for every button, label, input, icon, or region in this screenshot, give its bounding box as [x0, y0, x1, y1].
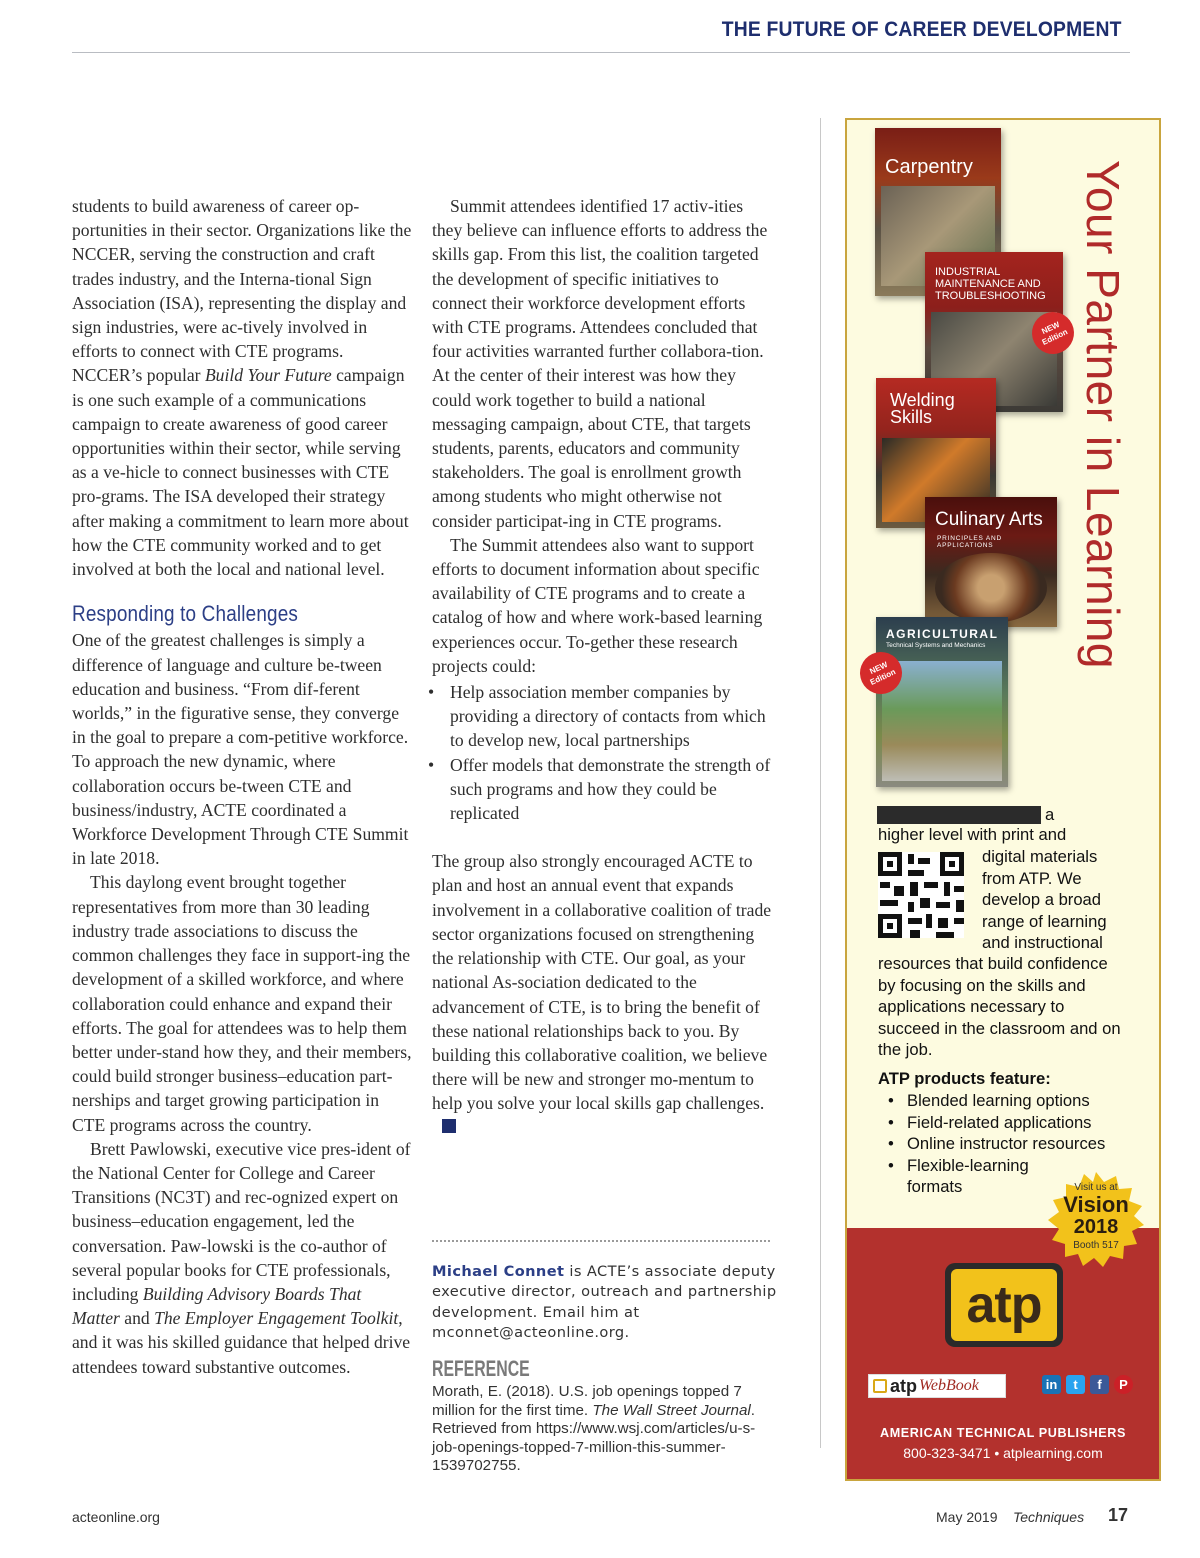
atp-webbook-logo: atp WebBook	[868, 1374, 1006, 1398]
article-paragraph: This daylong event brought together representatives from more than 30 leading industry trade associations to discuss the common challenges they face in support-ing the development of a skilled workforce, and where collaboration could enhance and expand their efforts. The goal for attendees was to help them better under-stand how they, and their members, could build stronger business–education part-nerships and target growing participation in CTE programs across the country.	[72, 872, 412, 1135]
twitter-icon[interactable]: t	[1066, 1375, 1085, 1394]
new-edition-badge: NEW Edition	[1025, 305, 1081, 361]
footer-date: May 2019	[936, 1509, 998, 1525]
new-edition-badge: NEW Edition	[853, 645, 909, 701]
article-paragraph: The group also strongly encouraged ACTE to plan and host an annual event that expands involvement in a collaborative coalition of trade sector organizations focused on strengthening the relationship with CTE. Our goal, as your national As-sociation dedicated to the advancement of CTE, is to bring the benefit of these national relationships back to you. By building this collaborative coalition, we believe there will be new and stronger mo-mentum to help you solve your local skills gap challenges.	[432, 849, 772, 1139]
book-cover-culinary-arts: Culinary Arts PRINCIPLES AND APPLICATIONS	[925, 497, 1057, 627]
list-item: • Offer models that demonstrate the strength of such programs and how they could be replicated	[432, 753, 772, 826]
article-paragraph: students to build awareness of career op-portunities in their sector. Organizations like the NCCER, serving the construction and craft trades industry, and the Interna-tional Sign Association (ISA), representing the display and sign industries, were ac-tively involved in efforts to connect with CTE programs. NCCER’s popular Build Your Future campaign is one such example of a communications campaign to create awareness of good career opportunities within their sector, while serving as a ve-hicle to connect businesses with CTE pro-grams. The ISA developed their strategy after making a commitment to learn more about how the CTE community worked and to get involved at both the local and national level.	[72, 196, 412, 580]
article-column-1	[72, 194, 412, 1379]
ad-tagline: Your Partner in Learning	[1077, 160, 1129, 669]
qr-code	[878, 852, 964, 938]
pinterest-icon[interactable]: P	[1114, 1375, 1133, 1394]
list-item: • Field-related applications	[888, 1112, 1092, 1132]
divider	[432, 1240, 770, 1242]
article-paragraph: One of the greatest challenges is simply a difference of language and culture be-tween education and business. “From dif-ferent worlds,” in the figurative sense, they converge in the goal to prepare a com-petitive workforce. To approach the new dynamic, where collaboration occurs be-tween CTE and business/industry, ACTE coordinated a Workforce Development Through CTE Summit in late 2018.	[72, 630, 409, 869]
article-paragraph: The Summit attendees also want to support efforts to document information about specific availability of CTE programs and to create a catalog of how and where work-based learning experiences occur. To-gether these research projects could:	[432, 534, 763, 676]
subhead: Responding to Challenges	[72, 601, 299, 627]
book-cover-agricultural: AGRICULTURAL Technical Systems and Mechanics	[876, 617, 1008, 787]
reference-heading: REFERENCE	[432, 1356, 530, 1381]
ad-intro-a: a	[1045, 805, 1055, 824]
ad-body: resources that build confidence by focusing on the skills and applications necessary to succeed in the classroom and on the job.	[878, 954, 1121, 1059]
ad-intro: higher level with print and	[878, 825, 1067, 844]
page-number: 17	[1108, 1505, 1129, 1525]
list-item: • Help association member companies by providing a directory of contacts from which to develop new, local partnerships	[432, 680, 772, 753]
ad-qr-side-text: digital materials from ATP. We develop a broad range of learning and instructional	[982, 847, 1107, 952]
book-cover-carpentry: Carpentry	[875, 128, 1001, 296]
end-mark-icon	[442, 1119, 456, 1133]
author-bio: Michael Connet is ACTE’s associate deputy executive director, outreach and partnership development. Email him at mconnet@acteonline.org.	[432, 1263, 777, 1342]
footer-website: acteonline.org	[72, 1509, 160, 1525]
vision-2018-seal: Visit us at Vision 2018 Booth 517	[1046, 1170, 1146, 1270]
column-divider	[820, 118, 821, 1448]
footer-magazine: Techniques	[1013, 1509, 1085, 1525]
bullet-list	[432, 680, 772, 825]
publisher-name: AMERICAN TECHNICAL PUBLISHERS	[880, 1426, 1126, 1440]
article-column-2	[432, 194, 772, 1140]
ad-headline-redacted	[877, 806, 1041, 824]
atp-logo: atp	[945, 1263, 1063, 1347]
facebook-icon[interactable]: f	[1090, 1375, 1109, 1394]
features-heading: ATP products feature:	[878, 1069, 1051, 1088]
list-item: • Flexible-learning formats	[888, 1155, 1029, 1196]
publisher-contact: 800-323-3471 • atplearning.com	[903, 1445, 1103, 1461]
list-item: • Online instructor resources	[888, 1134, 1106, 1153]
article-paragraph: Brett Pawlowski, executive vice pres-ident of the National Center for College and Career Transitions (NC3T) and rec-ognized expert on business–education engagement, led the conversation. Paw-lowski is the co-author of several popular books for CTE professionals, including Building Advisory Boards That Matter and The Employer Engagement Toolkit, and it was his skilled guidance that helped drive attendees toward substantive outcomes.	[72, 1138, 411, 1377]
book-icon	[873, 1379, 887, 1393]
book-cover-welding-skills: Welding Skills	[876, 378, 996, 528]
reference-text: Morath, E. (2018). U.S. job openings topped 7 million for the first time. The Wall Street Journal. Retrieved from https://www.wsj.com/articles/u-s-job-openings-topped-7-million-this-summer-1539702755.	[432, 1383, 756, 1474]
list-item: • Blended learning options	[888, 1091, 1090, 1110]
section-title: THE FUTURE OF CAREER DEVELOPMENT	[722, 18, 1122, 41]
book-cover-industrial-maintenance: INDUSTRIAL MAINTENANCE AND TROUBLESHOOTING	[925, 252, 1063, 412]
author-name: Michael Connet	[432, 1263, 565, 1280]
linkedin-icon[interactable]: in	[1042, 1375, 1061, 1394]
article-paragraph: Summit attendees identified 17 activ-ities they believe can influence efforts to address the skills gap. From this list, the coalition targeted the development of specific initiatives to connect their workforce development efforts with CTE programs. Attendees concluded that four activities warranted further collabora-tion. At the center of their interest was how they could work together to build a national messaging campaign, about CTE, that targets students, parents, educators and community stakeholders. The goal is enrollment growth among students who might otherwise not consider participat-ing in CTE programs.	[432, 196, 768, 531]
header-rule	[72, 52, 1130, 53]
